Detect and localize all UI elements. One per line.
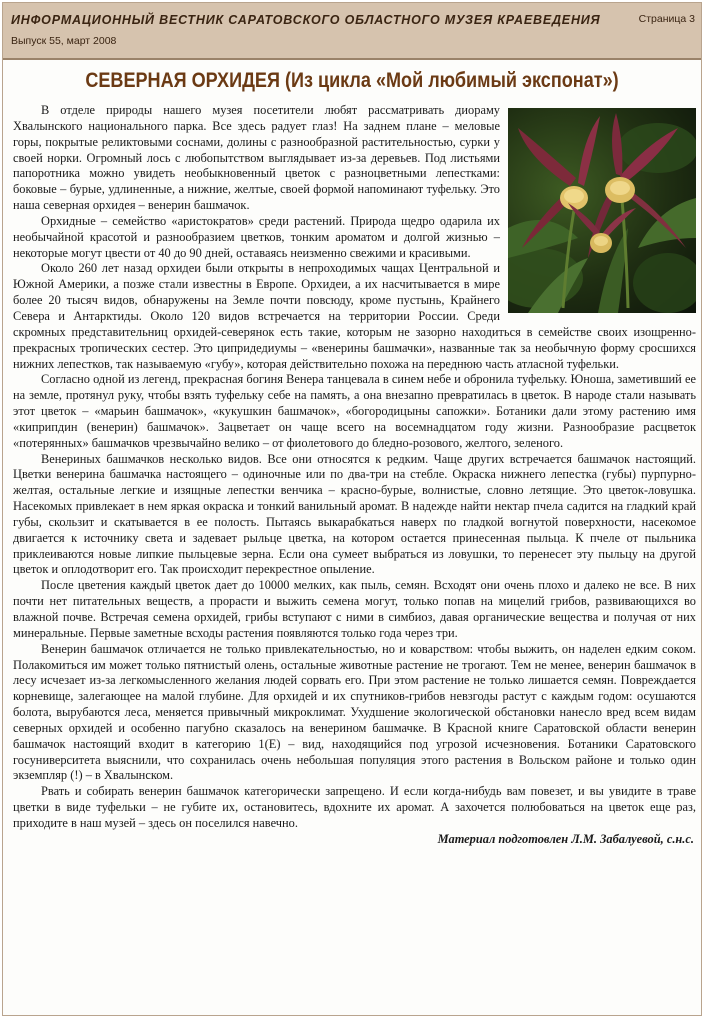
author-credit: Материал подготовлен Л.М. Забалуевой, с.н.с. [437, 831, 694, 846]
article-title: СЕВЕРНАЯ ОРХИДЕЯ (Из цикла «Мой любимый экспонат») [85, 69, 619, 92]
paragraph: Венерин башмачок отличается не только привлекательностью, но и коварством: чтобы выжить, он наделен едким соком. Полакомиться им может только пятнистый олень, остальные животные растение не трогают. Тем не менее, венерин башмачок в лесу исчезает из-за легкомысленного желания людей сорвать его. При этом растение не только лишается семян. Повреждается корневище, залегающее на малой глубине. Для орхидей и их спутников-грибов невзгоды растут с каждым годом: осушаются болота, вырубаются леса, меняется привычный микроклимат. Ухудшение экологической обстановки нанесло вред всем видам северных орхидей и особенно пагубно сказалось на венерином башмачке. В Красной книге Саратовской области венерин башмачок настоящий входит в категорию 1(Е) – вид, находящийся под угрозой исчезновения. Ботаники Саратовского госуниверситета выяснили, что сохранилась очень небольшая популяция этого растения в Вольском районе и только один экземпляр (!) – в Хвалынском. [13, 641, 696, 783]
paragraph: Согласно одной из легенд, прекрасная богиня Венера танцевала в синем небе и обронила туфельку. Юноша, заметивший ее на земле, протянул руку, чтобы взять туфельку себе на память, а она внезапно превратилась в цветок. В народе стали называть этот цветок – «марьин башмачок», «кукушкин башмачок», «богородицыны сапожки». Ботаники дали этому растению имя «киприпдин (венерин) башмачок». Зацветает он чаще всего на восемнадцатом году жизни. Разнообразие расцветок «потерянных» башмачков чрезвычайно велико – от фиолетового до бледно-розового, желтого, зеленого. [13, 372, 696, 450]
page-number: Страница 3 [638, 13, 695, 25]
issue-label: Выпуск 55, март 2008 [11, 35, 117, 47]
orchid-illustration [508, 108, 696, 313]
paragraph: После цветения каждый цветок дает до 10000 мелких, как пыль, семян. Всходят они очень плохо и далеко не все. В них почти нет питательных веществ, а прорасти и выжить семена могут, только попав на мицелий грибов, развивающихся во влажной почве. Встречая семена орхидей, грибы вступают с ними в симбиоз, давая органические вещества и получая от них минеральные. Первые заметные всходы растения появляются только года через три. [13, 578, 696, 640]
newsletter-header [3, 3, 701, 60]
paragraph: Орхидные – семейство «аристократов» среди растений. Природа щедро одарила их необычайной красотой и разнообразием цветков, тонким ароматом и долгой жизнью – некоторые могут цвести от 40 до 90 дней, оставаясь неизменно свежими и красивыми. [13, 213, 500, 260]
orchid-photo [508, 108, 696, 313]
newsletter-title: ИНФОРМАЦИОННЫЙ ВЕСТНИК САРАТОВСКОГО ОБЛАСТНОГО МУЗЕЯ КРАЕВЕДЕНИЯ [11, 13, 601, 27]
newsletter-page [2, 2, 702, 1016]
paragraph: Рвать и собирать венерин башмачок категорически запрещено. И если когда-нибудь вам повезет, и вы увидите в траве цветки в виде туфельки – не губите их, остановитесь, вдохните их аромат. А захочется полюбоваться на цветок еще раз, приходите в наш музей – здесь он поселился навечно. [13, 784, 696, 830]
paragraph: Венериных башмачков несколько видов. Все они относятся к редким. Чаще других встречается башмачок настоящий. Цветки венерина башмачка настоящего – одиночные или по два-три на стебле. Окраска нижнего лепестка (губы) пурпурно-желтая, остальные легкие и изящные лепестки венчика – красно-бурые, волнистые, словно летящие. Это цветок-ловушка. Насекомых привлекает в нем яркая окраска и тонкий ванильный аромат. В надежде найти нектар пчела садится на гладкий край губы, скользит и скатывается в ее полость. Пытаясь выкарабкаться наверх по гладкой вогнутой поверхности, насекомое двигается к источнику света и задевает рыльце цветка, на котором остается принесенная пыльца. К пчеле от пыльника приклеиваются новые липкие пыльцевые зерна. Если она сумеет выбраться из ловушки, то перенесет эту пыльцу на другой цветок и оплодотворит его. Так происходит перекрестное опыление. [13, 451, 696, 577]
paragraph: Около 260 лет назад орхидеи были открыты в непроходимых чащах Центральной и Южной Америки, а позже стали известны в Европе. Орхидеи, а их насчитывается в мире более 20 тысяч видов, обнаружены на Земле почти повсюду, кроме пустынь, Крайнего Севера и Антарктиды. Около 120 видов встречается на территории России. Среди скромных представительниц орхидей-северянок есть такие, которым не зазорно находиться в семействе своих изощренно-прекрасных тропических сестер. Это ципридедиумы – «венерины башмачки», названные так за необычную форму сросшихся нижних лепестков, так называемую «губу», которая действительно похожа на переднюю часть атласной туфельки. [13, 261, 696, 371]
paragraph: В отделе природы нашего музея посетители любят рассматривать диораму Хвалынского национального парка. Все здесь радует глаз! На заднем плане – меловые горы, покрытые реликтовыми соснами, долины с разнообразной растительностью, сурки у своей норки. Огромный лось с любопытством выглядывает из-за деревьев. Под листьями папоротника можно увидеть необыкновенный цветок с разноцветными лепестками: боковые – бурые, удлиненные, а нижние, желтые, своей формой напоминают туфельку. Это наша северная орхидея – венерин башмачок. [13, 103, 500, 213]
